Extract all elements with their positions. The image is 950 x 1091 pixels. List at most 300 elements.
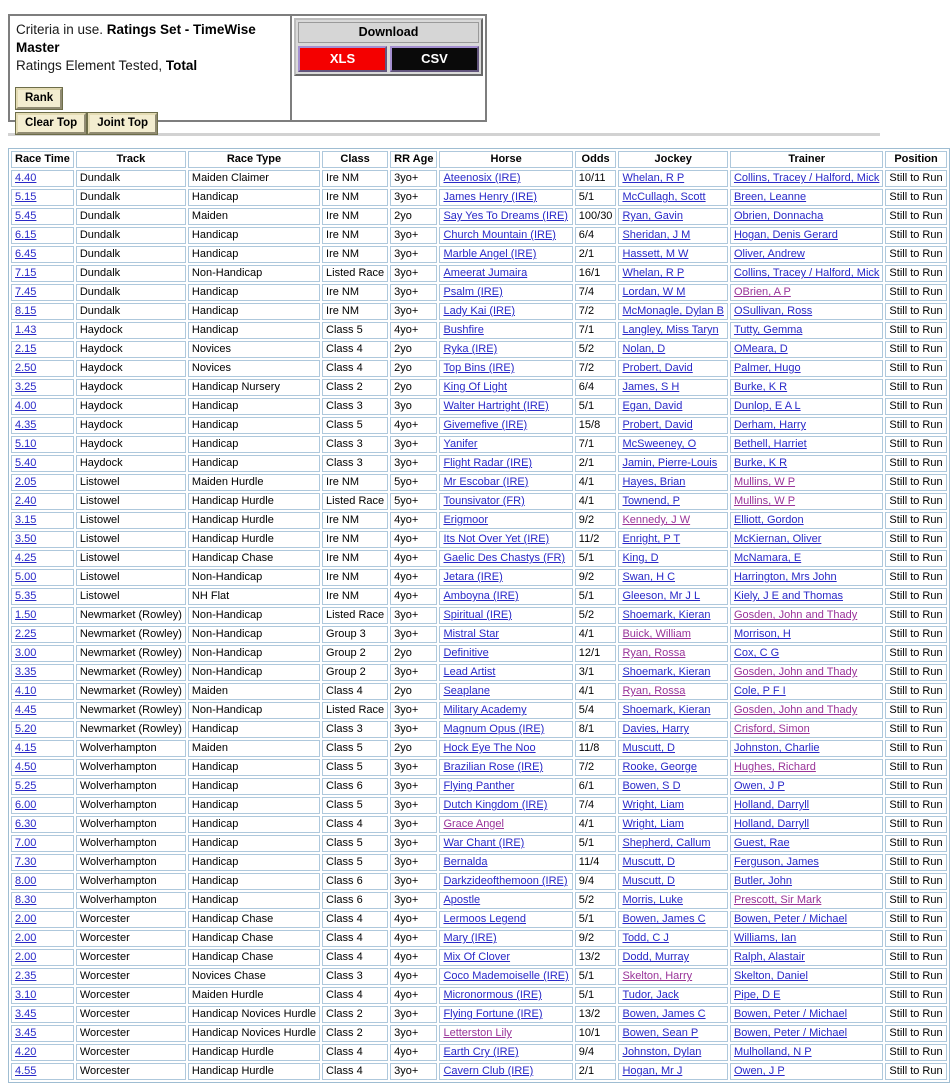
- race-time-link[interactable]: 2.00: [15, 932, 37, 944]
- trainer-link[interactable]: OMeara, D: [733, 343, 788, 355]
- cell-trainer[interactable]: [730, 474, 883, 491]
- cell-trainer[interactable]: [730, 379, 883, 396]
- trainer-link[interactable]: Elliott, Gordon: [733, 514, 804, 526]
- cell-race-time[interactable]: [11, 512, 74, 529]
- race-time-link[interactable]: 5.20: [15, 723, 37, 735]
- cell-trainer[interactable]: [730, 759, 883, 776]
- cell-trainer[interactable]: [730, 1044, 883, 1061]
- jockey-link[interactable]: McSweeney, O: [622, 438, 697, 450]
- horse-link[interactable]: Seaplane: [443, 685, 490, 697]
- cell-jockey[interactable]: [618, 740, 728, 757]
- cell-horse[interactable]: [439, 246, 572, 263]
- horse-link[interactable]: Micronormous (IRE): [443, 989, 542, 1001]
- trainer-link[interactable]: Collins, Tracey / Halford, Mick: [733, 172, 880, 184]
- jockey-link[interactable]: Kennedy, J W: [622, 514, 691, 526]
- cell-trainer[interactable]: [730, 170, 883, 187]
- horse-link[interactable]: Say Yes To Dreams (IRE): [443, 210, 568, 222]
- trainer-link[interactable]: Mullins, W P: [733, 476, 796, 488]
- cell-jockey[interactable]: [618, 759, 728, 776]
- horse-link[interactable]: Tounsivator (FR): [443, 495, 525, 507]
- trainer-link[interactable]: Guest, Rae: [733, 837, 790, 849]
- cell-horse[interactable]: [439, 854, 572, 871]
- cell-horse[interactable]: [439, 607, 572, 624]
- cell-jockey[interactable]: [618, 873, 728, 890]
- cell-jockey[interactable]: [618, 721, 728, 738]
- cell-trainer[interactable]: [730, 797, 883, 814]
- cell-jockey[interactable]: [618, 208, 728, 225]
- download-xls-button[interactable]: XLS: [298, 46, 387, 72]
- jockey-link[interactable]: James, S H: [622, 381, 680, 393]
- cell-race-time[interactable]: [11, 474, 74, 491]
- trainer-link[interactable]: Bowen, Peter / Michael: [733, 913, 848, 925]
- race-time-link[interactable]: 3.10: [15, 989, 37, 1001]
- cell-jockey[interactable]: [618, 379, 728, 396]
- cell-horse[interactable]: [439, 759, 572, 776]
- cell-race-time[interactable]: [11, 208, 74, 225]
- horse-link[interactable]: Letterston Lily: [443, 1027, 512, 1039]
- trainer-link[interactable]: Breen, Leanne: [733, 191, 807, 203]
- cell-race-time[interactable]: [11, 911, 74, 928]
- cell-trainer[interactable]: [730, 1025, 883, 1042]
- jockey-link[interactable]: Bowen, James C: [622, 913, 706, 925]
- trainer-link[interactable]: Ferguson, James: [733, 856, 819, 868]
- race-time-link[interactable]: 2.00: [15, 951, 37, 963]
- horse-link[interactable]: Grace Angel: [443, 818, 504, 830]
- trainer-link[interactable]: Holland, Darryll: [733, 799, 810, 811]
- horse-link[interactable]: Hock Eye The Noo: [443, 742, 536, 754]
- cell-horse[interactable]: [439, 341, 572, 358]
- trainer-link[interactable]: Butler, John: [733, 875, 793, 887]
- cell-horse[interactable]: [439, 797, 572, 814]
- cell-race-time[interactable]: [11, 721, 74, 738]
- joint-top-button[interactable]: Joint Top: [88, 113, 157, 134]
- jockey-link[interactable]: Bowen, S D: [622, 780, 681, 792]
- race-time-link[interactable]: 5.10: [15, 438, 37, 450]
- horse-link[interactable]: Flight Radar (IRE): [443, 457, 533, 469]
- cell-trainer[interactable]: [730, 854, 883, 871]
- cell-horse[interactable]: [439, 322, 572, 339]
- rank-button[interactable]: Rank: [16, 88, 62, 109]
- cell-trainer[interactable]: [730, 550, 883, 567]
- cell-race-time[interactable]: [11, 797, 74, 814]
- cell-horse[interactable]: [439, 987, 572, 1004]
- trainer-link[interactable]: Pipe, D E: [733, 989, 781, 1001]
- cell-trainer[interactable]: [730, 341, 883, 358]
- cell-horse[interactable]: [439, 721, 572, 738]
- cell-jockey[interactable]: [618, 835, 728, 852]
- jockey-link[interactable]: Whelan, R P: [622, 172, 685, 184]
- trainer-link[interactable]: Johnston, Charlie: [733, 742, 820, 754]
- jockey-link[interactable]: Ryan, Rossa: [622, 647, 686, 659]
- cell-horse[interactable]: [439, 664, 572, 681]
- cell-jockey[interactable]: [618, 797, 728, 814]
- cell-horse[interactable]: [439, 284, 572, 301]
- cell-jockey[interactable]: [618, 702, 728, 719]
- race-time-link[interactable]: 6.15: [15, 229, 37, 241]
- trainer-link[interactable]: Burke, K R: [733, 381, 788, 393]
- trainer-link[interactable]: Mulholland, N P: [733, 1046, 812, 1058]
- cell-horse[interactable]: [439, 816, 572, 833]
- cell-horse[interactable]: [439, 417, 572, 434]
- cell-race-time[interactable]: [11, 379, 74, 396]
- horse-link[interactable]: Dutch Kingdom (IRE): [443, 799, 548, 811]
- jockey-link[interactable]: Sheridan, J M: [622, 229, 691, 241]
- cell-race-time[interactable]: [11, 702, 74, 719]
- race-time-link[interactable]: 2.35: [15, 970, 37, 982]
- cell-trainer[interactable]: [730, 778, 883, 795]
- cell-jockey[interactable]: [618, 892, 728, 909]
- horse-link[interactable]: Flying Panther: [443, 780, 515, 792]
- horse-link[interactable]: Walter Hartright (IRE): [443, 400, 549, 412]
- cell-jockey[interactable]: [618, 968, 728, 985]
- cell-horse[interactable]: [439, 1006, 572, 1023]
- horse-link[interactable]: Givemefive (IRE): [443, 419, 528, 431]
- cell-trainer[interactable]: [730, 930, 883, 947]
- horse-link[interactable]: Its Not Over Yet (IRE): [443, 533, 550, 545]
- trainer-link[interactable]: Crisford, Simon: [733, 723, 810, 735]
- cell-race-time[interactable]: [11, 569, 74, 586]
- cell-race-time[interactable]: [11, 1063, 74, 1080]
- jockey-link[interactable]: Muscutt, D: [622, 856, 676, 868]
- jockey-link[interactable]: Langley, Miss Taryn: [622, 324, 719, 336]
- horse-link[interactable]: Earth Cry (IRE): [443, 1046, 519, 1058]
- race-time-link[interactable]: 1.50: [15, 609, 37, 621]
- cell-jockey[interactable]: [618, 455, 728, 472]
- jockey-link[interactable]: Ryan, Gavin: [622, 210, 683, 222]
- cell-jockey[interactable]: [618, 1025, 728, 1042]
- cell-jockey[interactable]: [618, 265, 728, 282]
- cell-race-time[interactable]: [11, 930, 74, 947]
- horse-link[interactable]: Darkzideofthemoon (IRE): [443, 875, 568, 887]
- cell-horse[interactable]: [439, 968, 572, 985]
- trainer-link[interactable]: Dunlop, E A L: [733, 400, 801, 412]
- horse-link[interactable]: James Henry (IRE): [443, 191, 537, 203]
- cell-jockey[interactable]: [618, 1063, 728, 1080]
- race-time-link[interactable]: 4.55: [15, 1065, 37, 1077]
- cell-jockey[interactable]: [618, 417, 728, 434]
- jockey-link[interactable]: Probert, David: [622, 362, 693, 374]
- cell-race-time[interactable]: [11, 227, 74, 244]
- race-time-link[interactable]: 4.40: [15, 172, 37, 184]
- cell-jockey[interactable]: [618, 949, 728, 966]
- race-time-link[interactable]: 3.45: [15, 1008, 37, 1020]
- cell-jockey[interactable]: [618, 398, 728, 415]
- race-time-link[interactable]: 2.50: [15, 362, 37, 374]
- jockey-link[interactable]: Dodd, Murray: [622, 951, 690, 963]
- cell-jockey[interactable]: [618, 360, 728, 377]
- cell-jockey[interactable]: [618, 664, 728, 681]
- cell-trainer[interactable]: [730, 1006, 883, 1023]
- cell-jockey[interactable]: [618, 246, 728, 263]
- cell-trainer[interactable]: [730, 417, 883, 434]
- trainer-link[interactable]: Prescott, Sir Mark: [733, 894, 822, 906]
- trainer-link[interactable]: McNamara, E: [733, 552, 802, 564]
- jockey-link[interactable]: Shepherd, Callum: [622, 837, 711, 849]
- cell-jockey[interactable]: [618, 227, 728, 244]
- race-time-link[interactable]: 6.45: [15, 248, 37, 260]
- trainer-link[interactable]: Gosden, John and Thady: [733, 666, 858, 678]
- cell-horse[interactable]: [439, 512, 572, 529]
- cell-trainer[interactable]: [730, 512, 883, 529]
- trainer-link[interactable]: Cox, C G: [733, 647, 780, 659]
- race-time-link[interactable]: 2.00: [15, 913, 37, 925]
- race-time-link[interactable]: 4.45: [15, 704, 37, 716]
- cell-race-time[interactable]: [11, 816, 74, 833]
- cell-race-time[interactable]: [11, 835, 74, 852]
- cell-race-time[interactable]: [11, 398, 74, 415]
- cell-trainer[interactable]: [730, 664, 883, 681]
- cell-race-time[interactable]: [11, 303, 74, 320]
- cell-race-time[interactable]: [11, 645, 74, 662]
- cell-trainer[interactable]: [730, 607, 883, 624]
- trainer-link[interactable]: Collins, Tracey / Halford, Mick: [733, 267, 880, 279]
- horse-link[interactable]: Marble Angel (IRE): [443, 248, 537, 260]
- race-time-link[interactable]: 6.30: [15, 818, 37, 830]
- cell-trainer[interactable]: [730, 246, 883, 263]
- jockey-link[interactable]: Lordan, W M: [622, 286, 686, 298]
- cell-race-time[interactable]: [11, 968, 74, 985]
- jockey-link[interactable]: Bowen, James C: [622, 1008, 706, 1020]
- race-time-link[interactable]: 4.10: [15, 685, 37, 697]
- cell-race-time[interactable]: [11, 873, 74, 890]
- horse-link[interactable]: Spiritual (IRE): [443, 609, 512, 621]
- cell-horse[interactable]: [439, 265, 572, 282]
- cell-jockey[interactable]: [618, 816, 728, 833]
- cell-trainer[interactable]: [730, 987, 883, 1004]
- horse-link[interactable]: Cavern Club (IRE): [443, 1065, 534, 1077]
- cell-jockey[interactable]: [618, 284, 728, 301]
- cell-jockey[interactable]: [618, 550, 728, 567]
- jockey-link[interactable]: Nolan, D: [622, 343, 666, 355]
- trainer-link[interactable]: McKiernan, Oliver: [733, 533, 822, 545]
- trainer-link[interactable]: Morrison, H: [733, 628, 791, 640]
- cell-horse[interactable]: [439, 398, 572, 415]
- jockey-link[interactable]: Ryan, Rossa: [622, 685, 686, 697]
- race-time-link[interactable]: 3.25: [15, 381, 37, 393]
- cell-horse[interactable]: [439, 531, 572, 548]
- cell-horse[interactable]: [439, 702, 572, 719]
- cell-race-time[interactable]: [11, 588, 74, 605]
- cell-race-time[interactable]: [11, 892, 74, 909]
- cell-horse[interactable]: [439, 835, 572, 852]
- cell-race-time[interactable]: [11, 626, 74, 643]
- cell-trainer[interactable]: [730, 303, 883, 320]
- cell-horse[interactable]: [439, 360, 572, 377]
- jockey-link[interactable]: Enright, P T: [622, 533, 681, 545]
- cell-trainer[interactable]: [730, 208, 883, 225]
- cell-trainer[interactable]: [730, 683, 883, 700]
- trainer-link[interactable]: Harrington, Mrs John: [733, 571, 837, 583]
- cell-horse[interactable]: [439, 911, 572, 928]
- horse-link[interactable]: Psalm (IRE): [443, 286, 503, 298]
- jockey-link[interactable]: Bowen, Sean P: [622, 1027, 699, 1039]
- jockey-link[interactable]: Johnston, Dylan: [622, 1046, 702, 1058]
- cell-race-time[interactable]: [11, 531, 74, 548]
- trainer-link[interactable]: Hughes, Richard: [733, 761, 816, 773]
- cell-jockey[interactable]: [618, 911, 728, 928]
- cell-horse[interactable]: [439, 626, 572, 643]
- race-time-link[interactable]: 7.15: [15, 267, 37, 279]
- jockey-link[interactable]: Muscutt, D: [622, 875, 676, 887]
- trainer-link[interactable]: Mullins, W P: [733, 495, 796, 507]
- jockey-link[interactable]: Jamin, Pierre-Louis: [622, 457, 718, 469]
- cell-race-time[interactable]: [11, 550, 74, 567]
- jockey-link[interactable]: Davies, Harry: [622, 723, 690, 735]
- clear-top-button[interactable]: Clear Top: [16, 113, 86, 134]
- jockey-link[interactable]: Gleeson, Mr J L: [622, 590, 701, 602]
- cell-race-time[interactable]: [11, 949, 74, 966]
- jockey-link[interactable]: Hassett, M W: [622, 248, 689, 260]
- cell-trainer[interactable]: [730, 398, 883, 415]
- race-time-link[interactable]: 3.45: [15, 1027, 37, 1039]
- horse-link[interactable]: Ryka (IRE): [443, 343, 498, 355]
- cell-trainer[interactable]: [730, 284, 883, 301]
- cell-trainer[interactable]: [730, 702, 883, 719]
- cell-race-time[interactable]: [11, 664, 74, 681]
- cell-race-time[interactable]: [11, 170, 74, 187]
- jockey-link[interactable]: Probert, David: [622, 419, 693, 431]
- horse-link[interactable]: Ameerat Jumaira: [443, 267, 528, 279]
- trainer-link[interactable]: Cole, P F I: [733, 685, 786, 697]
- cell-trainer[interactable]: [730, 645, 883, 662]
- horse-link[interactable]: Mr Escobar (IRE): [443, 476, 529, 488]
- trainer-link[interactable]: Tutty, Gemma: [733, 324, 803, 336]
- cell-trainer[interactable]: [730, 626, 883, 643]
- cell-jockey[interactable]: [618, 189, 728, 206]
- cell-race-time[interactable]: [11, 360, 74, 377]
- trainer-link[interactable]: Bowen, Peter / Michael: [733, 1027, 848, 1039]
- cell-horse[interactable]: [439, 569, 572, 586]
- jockey-link[interactable]: Egan, David: [622, 400, 683, 412]
- trainer-link[interactable]: Oliver, Andrew: [733, 248, 805, 260]
- trainer-link[interactable]: Gosden, John and Thady: [733, 704, 858, 716]
- cell-horse[interactable]: [439, 873, 572, 890]
- jockey-link[interactable]: Morris, Luke: [622, 894, 683, 906]
- cell-race-time[interactable]: [11, 455, 74, 472]
- race-time-link[interactable]: 3.50: [15, 533, 37, 545]
- trainer-link[interactable]: Bowen, Peter / Michael: [733, 1008, 848, 1020]
- jockey-link[interactable]: Shoemark, Kieran: [622, 704, 711, 716]
- horse-link[interactable]: Brazilian Rose (IRE): [443, 761, 544, 773]
- cell-jockey[interactable]: [618, 854, 728, 871]
- trainer-link[interactable]: Holland, Darryll: [733, 818, 810, 830]
- cell-trainer[interactable]: [730, 873, 883, 890]
- race-time-link[interactable]: 5.35: [15, 590, 37, 602]
- cell-horse[interactable]: [439, 170, 572, 187]
- jockey-link[interactable]: Rooke, George: [622, 761, 698, 773]
- cell-trainer[interactable]: [730, 227, 883, 244]
- jockey-link[interactable]: Whelan, R P: [622, 267, 685, 279]
- horse-link[interactable]: War Chant (IRE): [443, 837, 525, 849]
- cell-jockey[interactable]: [618, 474, 728, 491]
- race-time-link[interactable]: 4.20: [15, 1046, 37, 1058]
- jockey-link[interactable]: McMonagle, Dylan B: [622, 305, 724, 317]
- jockey-link[interactable]: Hogan, Mr J: [622, 1065, 683, 1077]
- cell-jockey[interactable]: [618, 569, 728, 586]
- race-time-link[interactable]: 4.25: [15, 552, 37, 564]
- jockey-link[interactable]: Muscutt, D: [622, 742, 676, 754]
- race-time-link[interactable]: 4.15: [15, 742, 37, 754]
- jockey-link[interactable]: Skelton, Harry: [622, 970, 693, 982]
- cell-jockey[interactable]: [618, 607, 728, 624]
- jockey-link[interactable]: Buick, William: [622, 628, 691, 640]
- race-time-link[interactable]: 3.15: [15, 514, 37, 526]
- cell-jockey[interactable]: [618, 531, 728, 548]
- race-time-link[interactable]: 3.35: [15, 666, 37, 678]
- horse-link[interactable]: Mary (IRE): [443, 932, 497, 944]
- horse-link[interactable]: Apostle: [443, 894, 481, 906]
- race-time-link[interactable]: 5.45: [15, 210, 37, 222]
- trainer-link[interactable]: Kiely, J E and Thomas: [733, 590, 843, 602]
- race-time-link[interactable]: 2.40: [15, 495, 37, 507]
- trainer-link[interactable]: Ralph, Alastair: [733, 951, 805, 963]
- cell-trainer[interactable]: [730, 265, 883, 282]
- cell-horse[interactable]: [439, 436, 572, 453]
- download-csv-button[interactable]: CSV: [390, 46, 479, 72]
- race-time-link[interactable]: 2.05: [15, 476, 37, 488]
- cell-race-time[interactable]: [11, 778, 74, 795]
- cell-jockey[interactable]: [618, 626, 728, 643]
- cell-jockey[interactable]: [618, 303, 728, 320]
- cell-trainer[interactable]: [730, 455, 883, 472]
- trainer-link[interactable]: Gosden, John and Thady: [733, 609, 858, 621]
- cell-trainer[interactable]: [730, 360, 883, 377]
- jockey-link[interactable]: Hayes, Brian: [622, 476, 686, 488]
- horse-link[interactable]: Jetara (IRE): [443, 571, 503, 583]
- cell-jockey[interactable]: [618, 645, 728, 662]
- trainer-link[interactable]: Burke, K R: [733, 457, 788, 469]
- cell-trainer[interactable]: [730, 892, 883, 909]
- race-time-link[interactable]: 8.00: [15, 875, 37, 887]
- jockey-link[interactable]: Swan, H C: [622, 571, 676, 583]
- cell-race-time[interactable]: [11, 683, 74, 700]
- horse-link[interactable]: Amboyna (IRE): [443, 590, 519, 602]
- cell-race-time[interactable]: [11, 436, 74, 453]
- jockey-link[interactable]: Shoemark, Kieran: [622, 666, 711, 678]
- trainer-link[interactable]: Obrien, Donnacha: [733, 210, 824, 222]
- cell-race-time[interactable]: [11, 417, 74, 434]
- horse-link[interactable]: Mix Of Clover: [443, 951, 511, 963]
- race-time-link[interactable]: 5.00: [15, 571, 37, 583]
- cell-race-time[interactable]: [11, 1044, 74, 1061]
- jockey-link[interactable]: Townend, P: [622, 495, 680, 507]
- cell-horse[interactable]: [439, 778, 572, 795]
- cell-jockey[interactable]: [618, 1006, 728, 1023]
- horse-link[interactable]: Lady Kai (IRE): [443, 305, 515, 317]
- cell-horse[interactable]: [439, 949, 572, 966]
- jockey-link[interactable]: Wright, Liam: [622, 799, 684, 811]
- jockey-link[interactable]: Tudor, Jack: [622, 989, 679, 1001]
- race-time-link[interactable]: 2.25: [15, 628, 37, 640]
- cell-horse[interactable]: [439, 1044, 572, 1061]
- race-time-link[interactable]: 4.50: [15, 761, 37, 773]
- cell-trainer[interactable]: [730, 322, 883, 339]
- race-time-link[interactable]: 5.15: [15, 191, 37, 203]
- cell-trainer[interactable]: [730, 189, 883, 206]
- cell-race-time[interactable]: [11, 1025, 74, 1042]
- horse-link[interactable]: Lermoos Legend: [443, 913, 527, 925]
- cell-race-time[interactable]: [11, 341, 74, 358]
- cell-race-time[interactable]: [11, 493, 74, 510]
- cell-horse[interactable]: [439, 493, 572, 510]
- horse-link[interactable]: Erigmoor: [443, 514, 489, 526]
- cell-jockey[interactable]: [618, 987, 728, 1004]
- jockey-link[interactable]: McCullagh, Scott: [622, 191, 706, 203]
- trainer-link[interactable]: Owen, J P: [733, 1065, 785, 1077]
- cell-race-time[interactable]: [11, 854, 74, 871]
- race-time-link[interactable]: 6.00: [15, 799, 37, 811]
- cell-jockey[interactable]: [618, 322, 728, 339]
